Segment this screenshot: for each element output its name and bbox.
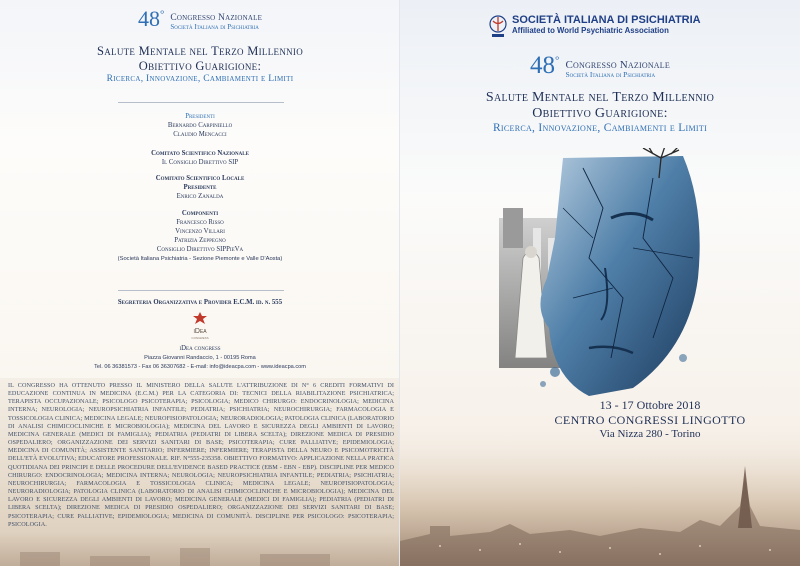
title-line-3: Ricerca, Innovazione, Cambiamenti e Limiti: [106, 74, 294, 84]
divider-line: [118, 102, 284, 103]
title-line-2: Obiettivo Guarigione:: [138, 59, 262, 73]
ecm-credits-text: [0, 378, 400, 566]
cover-panel: [400, 0, 800, 566]
secretariat-contacts: Tel. 06 36381573 - Fax 06 36307682 - E-mail: info@ideacpa.com - www.ideacpa.com: [94, 363, 306, 370]
event-venue: CENTRO CONGRESSI LINGOTTO: [554, 413, 746, 427]
congress-number: 48°: [530, 52, 560, 79]
idea-logo: [40, 311, 360, 341]
society-logo-block: [512, 14, 701, 35]
member-name: Francesco Risso: [176, 218, 224, 226]
secretariat-block: [40, 298, 360, 372]
member-name: Patrizia Zeppegno: [174, 237, 226, 245]
title-line-1: Salute Mentale nel Terzo Millennio: [485, 90, 715, 105]
secretariat-name: iDea congress: [179, 345, 221, 353]
divider-line: [118, 290, 284, 291]
congress-header-left: [100, 6, 300, 32]
event-address: Via Nizza 280 - Torino: [599, 428, 701, 440]
title-line-1: Salute Mentale nel Terzo Millennio: [96, 44, 304, 58]
member-name: Vincenzo Villari: [175, 228, 225, 236]
congress-label: Congresso Nazionale: [170, 13, 263, 24]
congress-society: Società Italiana di Psichiatria: [170, 22, 259, 31]
president-name: Claudio Mencacci: [173, 131, 227, 139]
members-note: (Società Italiana Psichiatria - Sezione Piemonte e Valle D'Aosta): [117, 255, 283, 262]
city-lights-decoration: [0, 532, 400, 566]
members-heading: Componenti: [181, 209, 219, 217]
title-block-right: [420, 90, 780, 134]
title-line-3: Ricerca, Innovazione, Cambiamenti e Limiti: [492, 122, 708, 134]
presidents-heading: Presidenti: [185, 113, 215, 120]
idea-logo-sub: congress: [191, 335, 209, 341]
event-info: [520, 398, 780, 440]
cracked-face-sculpture-image: [493, 148, 713, 398]
local-committee-heading: Comitato Scientifico Locale: [155, 175, 245, 183]
title-block-left: [20, 44, 380, 84]
society-emblem-icon: [488, 14, 508, 40]
local-president-name: Enrico Zanalda: [176, 193, 224, 201]
national-committee-body: Il Consiglio Direttivo SIP: [161, 158, 239, 166]
society-name: SOCIETÀ ITALIANA DI PSICHIATRIA: [512, 14, 701, 26]
idea-logo-text: iDea: [193, 328, 207, 336]
society-affiliation: Affiliated to World Psychiatric Association: [512, 26, 669, 35]
title-line-2: Obiettivo Guarigione:: [532, 106, 668, 121]
congress-number: 48°: [137, 6, 165, 31]
congress-header-right: [500, 52, 700, 80]
congress-society: Società Italiana di Psichiatria: [565, 70, 656, 80]
idea-logo-icon: [192, 311, 208, 325]
president-name: Bernardo Carpiniello: [167, 122, 233, 130]
event-dates: 13 - 17 Ottobre 2018: [599, 398, 701, 412]
national-committee-heading: Comitato Scientifico Nazionale: [151, 149, 249, 157]
member-name: Consiglio Direttivo SIPPieVa: [156, 246, 244, 254]
turin-skyline-image: [400, 446, 800, 566]
secretariat-address: Piazza Giovanni Randaccio, 1 - 00195 Roma: [144, 354, 256, 361]
legal-paragraph: IL CONGRESSO HA OTTENUTO PRESSO IL MINISTERO DELLA SALUTE L'ATTRIBUZIONE DI N° 6 CREDITI FORMATIVI DI EDUCAZIONE CONTINUA IN MEDICINA (E.C.M.) PER LA CATEGORIA DI: TECNICI DELLA RIABILITAZIONE PSICHIATRICA; TERAPISTA OCCUPAZIONALE; PSICOLOGO PSICOTERAPIA; PSICOLOGIA; MEDICO CHIRURGO: ENDOCRINOLOGIA; MEDICINA INTERNA; NEUROLOGIA; NEUROPSICHIATRIA INFANTILE; PEDIATRIA; PSICHIATRIA; NEUROCHIRURGIA; FARMACOLOGIA E TOSSICOLOGIA CLINICA; MEDICINA LEGALE; NEUROFISIOPATOLOGIA; NEURORADIOLOGIA; PATOLOGIA CLINICA (LABORATORIO DI ANALISI CHIMICOCLINICHE E MICROBIOLOGIA); MEDICINA DEL LAVORO E SICUREZZA DEGLI AMBIENTI DI LAVORO; MEDICINA GENERALE (MEDICI DI FAMIGLIA); PEDIATRIA (PEDIATRI DI LIBERA SCELTA); DIREZIONE MEDICA DI PRESIDIO OSPEDALIERO; ORGANIZZAZIONE DEI SERVIZI SANITARI DI BASE; PSICOTERAPIA; CURE PALLIATIVE; EPIDEMIOLOGIA; MEDICINA DI COMUNITÀ; ASSISTENTE SANITARIO; INFERMIERE; INFERMIERE; TERAPISTA DELLA NEURO E PSICOMOTRICITÀ DELL'ETÀ EVOLUTIVA; EDUCATORE PROFESSIONALE. RIF. N°555-235358. OBIETTIVO FORMATIVO: APPLICAZIONE NELLA PRATICA QUOTIDIANA DEI PRINCIPI E DELLE PROCEDURE DELL'EVIDENCE BASED PRACTICE (EBM - EBN - EBP). DISCIPLINE PER MEDICO CHIRURGO: ENDOCRINOLOGIA; MEDICINA INTERNA; NEUROLOGIA; NEUROPSICHIATRIA INFANTILE; PEDIATRIA; PSICHIATRIA; NEUROCHIRURGIA; FARMACOLOGIA E TOSSICOLOGIA CLINICA; MEDICINA LEGALE; NEUROFISIOPATOLOGIA; NEURORADIOLOGIA; PATOLOGIA CLINICA (LABORATORIO DI ANALISI CHIMICOCLINICHE E MICROBIOLOGIA); MEDICINA DEL LAVORO E SICUREZZA DEGLI AMBIENTI DI LAVORO; MEDICINA GENERALE (MEDICI DI FAMIGLIA); PEDIATRIA (PEDIATRI DI LIBERA SCELTA); DIREZIONE MEDICA DI PRESIDIO OSPEDALIERO; ORGANIZZAZIONE DEI SERVIZI SANITARI DI BASE; PSICOTERAPIA; CURE PALLIATIVE; EPIDEMIOLOGIA; MEDICINA DI COMUNITÀ. DISCIPLINE PER PSICOLOGO: PSICOTERAPIA; PSICOLOGIA.: [8, 382, 394, 528]
secretariat-heading: Segreteria Organizzativa e Provider E.C.M. id. n. 555: [117, 299, 283, 306]
congress-label: Congresso Nazionale: [565, 59, 670, 72]
local-president-label: Presidente: [183, 184, 217, 192]
credits-block: [40, 112, 360, 264]
